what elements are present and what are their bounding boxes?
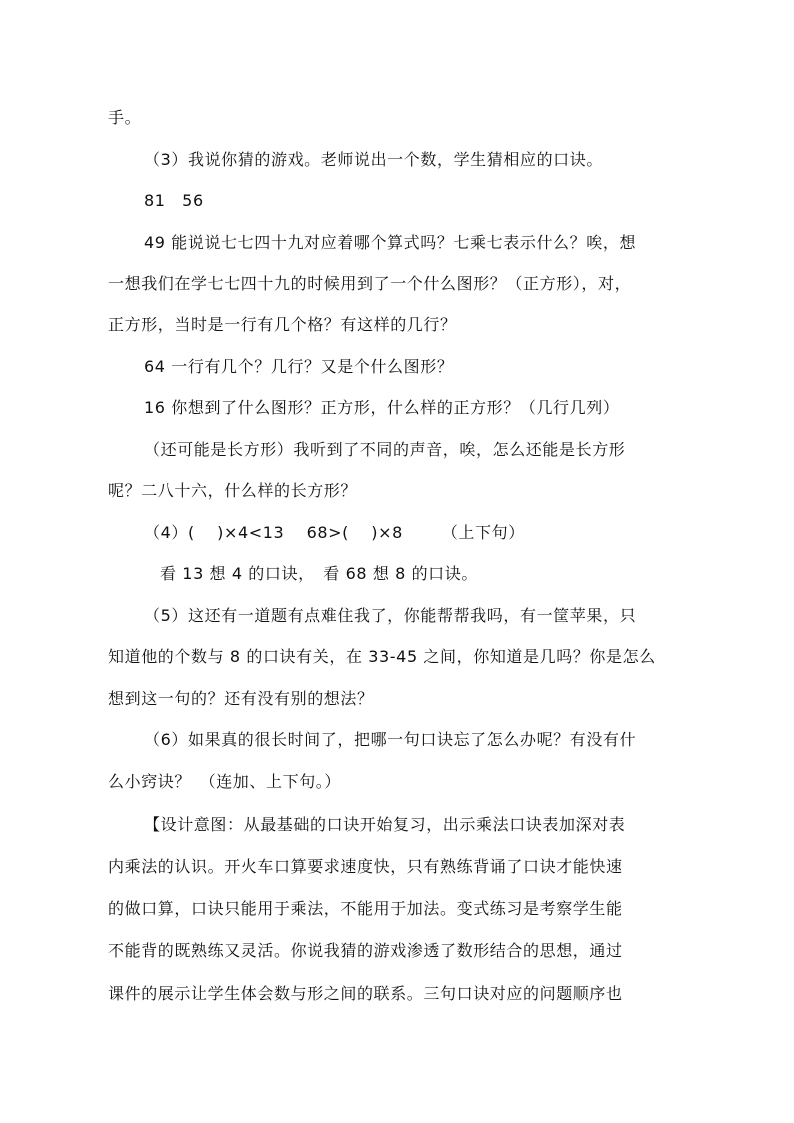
text-line: 手。 bbox=[108, 108, 142, 127]
text-line: 想到这一句的？还有没有别的想法？ bbox=[108, 689, 374, 708]
text-line: 看 13 想 4 的口诀， 看 68 想 8 的口诀。 bbox=[160, 564, 478, 583]
text-line: 的做口算，口诀只能用于乘法，不能用于加法。变式练习是考察学生能 bbox=[108, 899, 623, 918]
text-line: 呢？二八十六，什么样的长方形？ bbox=[108, 481, 358, 500]
text-line: （还可能是长方形）我听到了不同的声音，唉，怎么还能是长方形 bbox=[144, 440, 626, 459]
text-line: 64 一行有几个？几行？又是个什么图形？ bbox=[144, 357, 454, 376]
text-line: 49 能说说七七四十九对应着哪个算式吗？七乘七表示什么？唉，想 bbox=[144, 233, 637, 252]
text-line: 么小窍诀？ （连加、上下句。） bbox=[108, 772, 342, 791]
text-line: 知道他的个数与 8 的口诀有关，在 33-45 之间，你知道是几吗？你是怎么 bbox=[108, 647, 656, 666]
text-line: 正方形，当时是一行有几个格？有这样的几行？ bbox=[108, 315, 457, 334]
text-line: （5）这还有一道题有点难住我了，你能帮帮我吗，有一筐苹果，只 bbox=[144, 606, 637, 625]
text-line: （4）( )×4<13 68>( )×8 （上下句） bbox=[144, 523, 525, 542]
text-line: 一想我们在学七七四十九的时候用到了一个什么图形？（正方形），对， bbox=[108, 274, 632, 293]
text-line: 不能背的既熟练又灵活。你说我猜的游戏渗透了数形结合的思想，通过 bbox=[108, 941, 623, 960]
text-line: （3）我说你猜的游戏。老师说出一个数，学生猜相应的口诀。 bbox=[144, 150, 603, 169]
text-line: 内乘法的认识。开火车口算要求速度快，只有熟练背诵了口诀才能快速 bbox=[108, 857, 623, 876]
text-line: 【设计意图：从最基础的口诀开始复习，出示乘法口诀表加深对表 bbox=[144, 815, 626, 834]
text-line: 16 你想到了什么图形？正方形，什么样的正方形？（几行几列） bbox=[144, 398, 620, 417]
text-line: 课件的展示让学生体会数与形之间的联系。三句口诀对应的问题顺序也 bbox=[108, 984, 623, 1003]
text-line: 81 56 bbox=[144, 191, 204, 210]
text-line: （6）如果真的很长时间了，把哪一句口诀忘了怎么办呢？有没有什 bbox=[144, 730, 637, 749]
